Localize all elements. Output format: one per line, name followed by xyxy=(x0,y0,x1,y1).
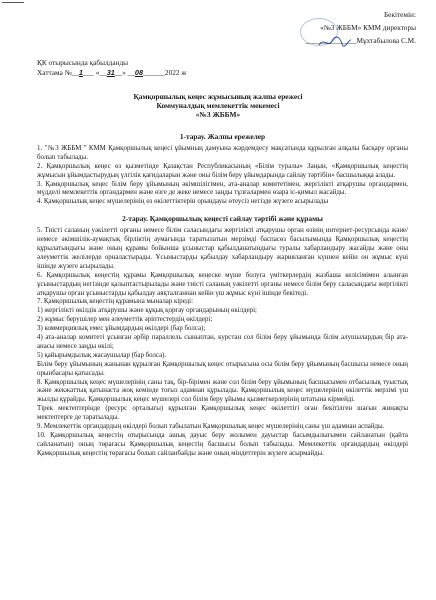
paragraph: 2. Қамқоршылық кеңес өз қызметінде Қазақстан Республикасының «Білім туралы» Заңын, «Қамқоршылық кеңестің жұмысын ұйымдастырудың үлгілік қағидаларын және оны білім беру ұйымдарында сайлау тәртібін» басшылыққа алады. xyxy=(37,162,408,179)
institution-name: «№3 ЖББМ» xyxy=(195,110,241,119)
signature-mark xyxy=(318,35,352,49)
paragraph: 1) жергілікті өкілдік атқарушы және құқық қорғау органдарының өкілдері; xyxy=(37,307,257,315)
paragraph: 2) жұмыс берушілер мен әлеуметтік әріптестердің өкілдері; xyxy=(37,316,213,324)
section-1-title: 1-тарау. Жалпы ережелер xyxy=(179,132,266,141)
paragraph: 10. Қамқоршылық кеңестің отырысында ашық дауыс беру жолымен дауыстар басымдылығымен сайланатын (қайта сайланатын) оның төрағасы Қамқоршылық кеңестің басшысы болып табылады. Мемлекеттік органдардың өкілдері Қамқоршылық кеңестің төрағасы болып сайланбайды және оның міндеттерін жүзеге асырмайды. xyxy=(37,432,408,457)
paragraph: 7. Қамқоршылық кеңестің құрамына мыналар кіреді: xyxy=(37,298,193,306)
section-2-paragraphs xyxy=(37,227,408,459)
protocol-day: 31 xyxy=(106,68,115,77)
paragraph: Тірек мектептерінде (ресурс орталығы) құрылған Қамқоршылық кеңес өкілеттігі оған бекітілген шағын жинақты мектептерге де таратылады. xyxy=(37,405,408,422)
approval-signatory: ______________Мұхтабылова С.М. xyxy=(305,36,416,45)
paragraph: 5) қайырымдылық жасаушылар (бар болса). xyxy=(37,351,167,359)
document-header xyxy=(30,92,406,119)
approval-position: «№3 ЖББМ» КММ директоры xyxy=(320,23,416,32)
paragraph: 6. Қамқоршылық кеңестің құрамы Қамқоршылық кеңеске мүше болуға үміткерлердің жазбаша келісімімен алынған ұсыныстардың негізінде қалыптастырылады және тиісті саланың уәкілетті органы немесе білім беру саласындағы жергілікті атқарушы орган ұсыныстарды қабылдау аяқталғаннан кейін үш жұмыс күні ішінде бекітеді. xyxy=(37,271,408,297)
scan-corner-mark xyxy=(2,2,24,3)
institution-type: Коммуналдық мемлекеттік мекемесі xyxy=(156,101,280,110)
paragraph: 4) ата-аналар комитеті ұсынған әрбір параллель сыныптан, курстан сол білім беру ұйымында білім алушылардың бір ата-анасы немесе заңды өкілі; xyxy=(37,334,408,350)
paragraph: 4. Қамқоршылық кеңес мүшелерінің өз өкілеттіктерін орындауы өтеусіз негізде жүзеге асырылады xyxy=(37,198,329,206)
paragraph: 3. Қамқоршылық кеңес білім беру ұйымының әкімшілігімен, ата-аналар комитетімен, жергілікті атқарушы органдармен, мүдделі мемлекеттік органдармен және өзге де жеке немесе заңды тұлғалармен өзара іс-қимыл жасайды. xyxy=(37,180,408,197)
paragraph: 9. Мемлекеттік органдардың өкілдері болып табылатын Қамқоршылық кеңес мүшелерінің саны үш адамнан аспайды. xyxy=(37,423,385,431)
document-body xyxy=(37,125,408,459)
protocol-month: 08 xyxy=(134,68,144,77)
paragraph: 3) коммерциялық емес ұйымдардың өкілдері (бар болса); xyxy=(37,325,206,333)
paragraph: Білім беру ұйымының жанынан құрылған Қамқоршылық кеңес отырысына осы білім беру ұйымының басшысы немесе оның орынбасары қатысады. xyxy=(37,360,408,377)
document-title: Қамқоршылық кеңес жұмысының жалпы ережесі xyxy=(133,92,303,101)
paragraph: 1. "№3 ЖББМ " КММ Қамқоршылық кеңесі ұйымның дамуына жәрдемдесу мақсатында құрылған алқалы басқару органы болып табылады. xyxy=(37,144,408,161)
paragraph: 5. Тиісті саланың уәкілетті органы немесе білім саласындағы жергілікті атқарушы орган өзінің интернет-ресурсында және/немесе әкімшілік-аумақтық бірліктің аумағында таратылатын мерзімді баспасөз басылымында Қамқоршылық кеңестің құрылатындығы және оның құрамы бойынша ұсыныстар қабылданатындығы туралы хабарландыру жасайды және оны әлеуметтік желілерде орналастырады. Ұсыныстарды қабылдау хабарландыру жарияланған күннен кейін он жұмыс күні ішінде жүзеге асырылады. xyxy=(37,227,408,270)
paragraph: 8. Қамқоршылық кеңес мүшелерінің саны тақ, бір-бірімен және сол білім беру ұйымының басшысымен отбасылық туыстық және жекжаттық қатынаста жоқ кемінде тоғыз адамнан құрылады. Қамқоршылық кеңес мүшелерінің өкілеттік мерзімі үш жылды құрайды. Қамқоршылық кеңес мүшелері сол білім беру ұйымы қызметкерлерінің штатына кірмейді. xyxy=(37,378,408,404)
protocol-line: Хаттама №__1___ «__31__» __08______2022 ж xyxy=(37,68,187,77)
protocol-number: 1 xyxy=(78,68,83,77)
adoption-title: ҚК отырысында қабылданды xyxy=(37,58,129,67)
adoption-block xyxy=(37,58,186,78)
approval-title: Бекітемін: xyxy=(383,10,416,19)
section-2-title: 2-тарау. Қамқоршылық кеңесті сайлау тәртібі және құрамы xyxy=(122,214,323,224)
section-1-paragraphs xyxy=(37,145,408,207)
